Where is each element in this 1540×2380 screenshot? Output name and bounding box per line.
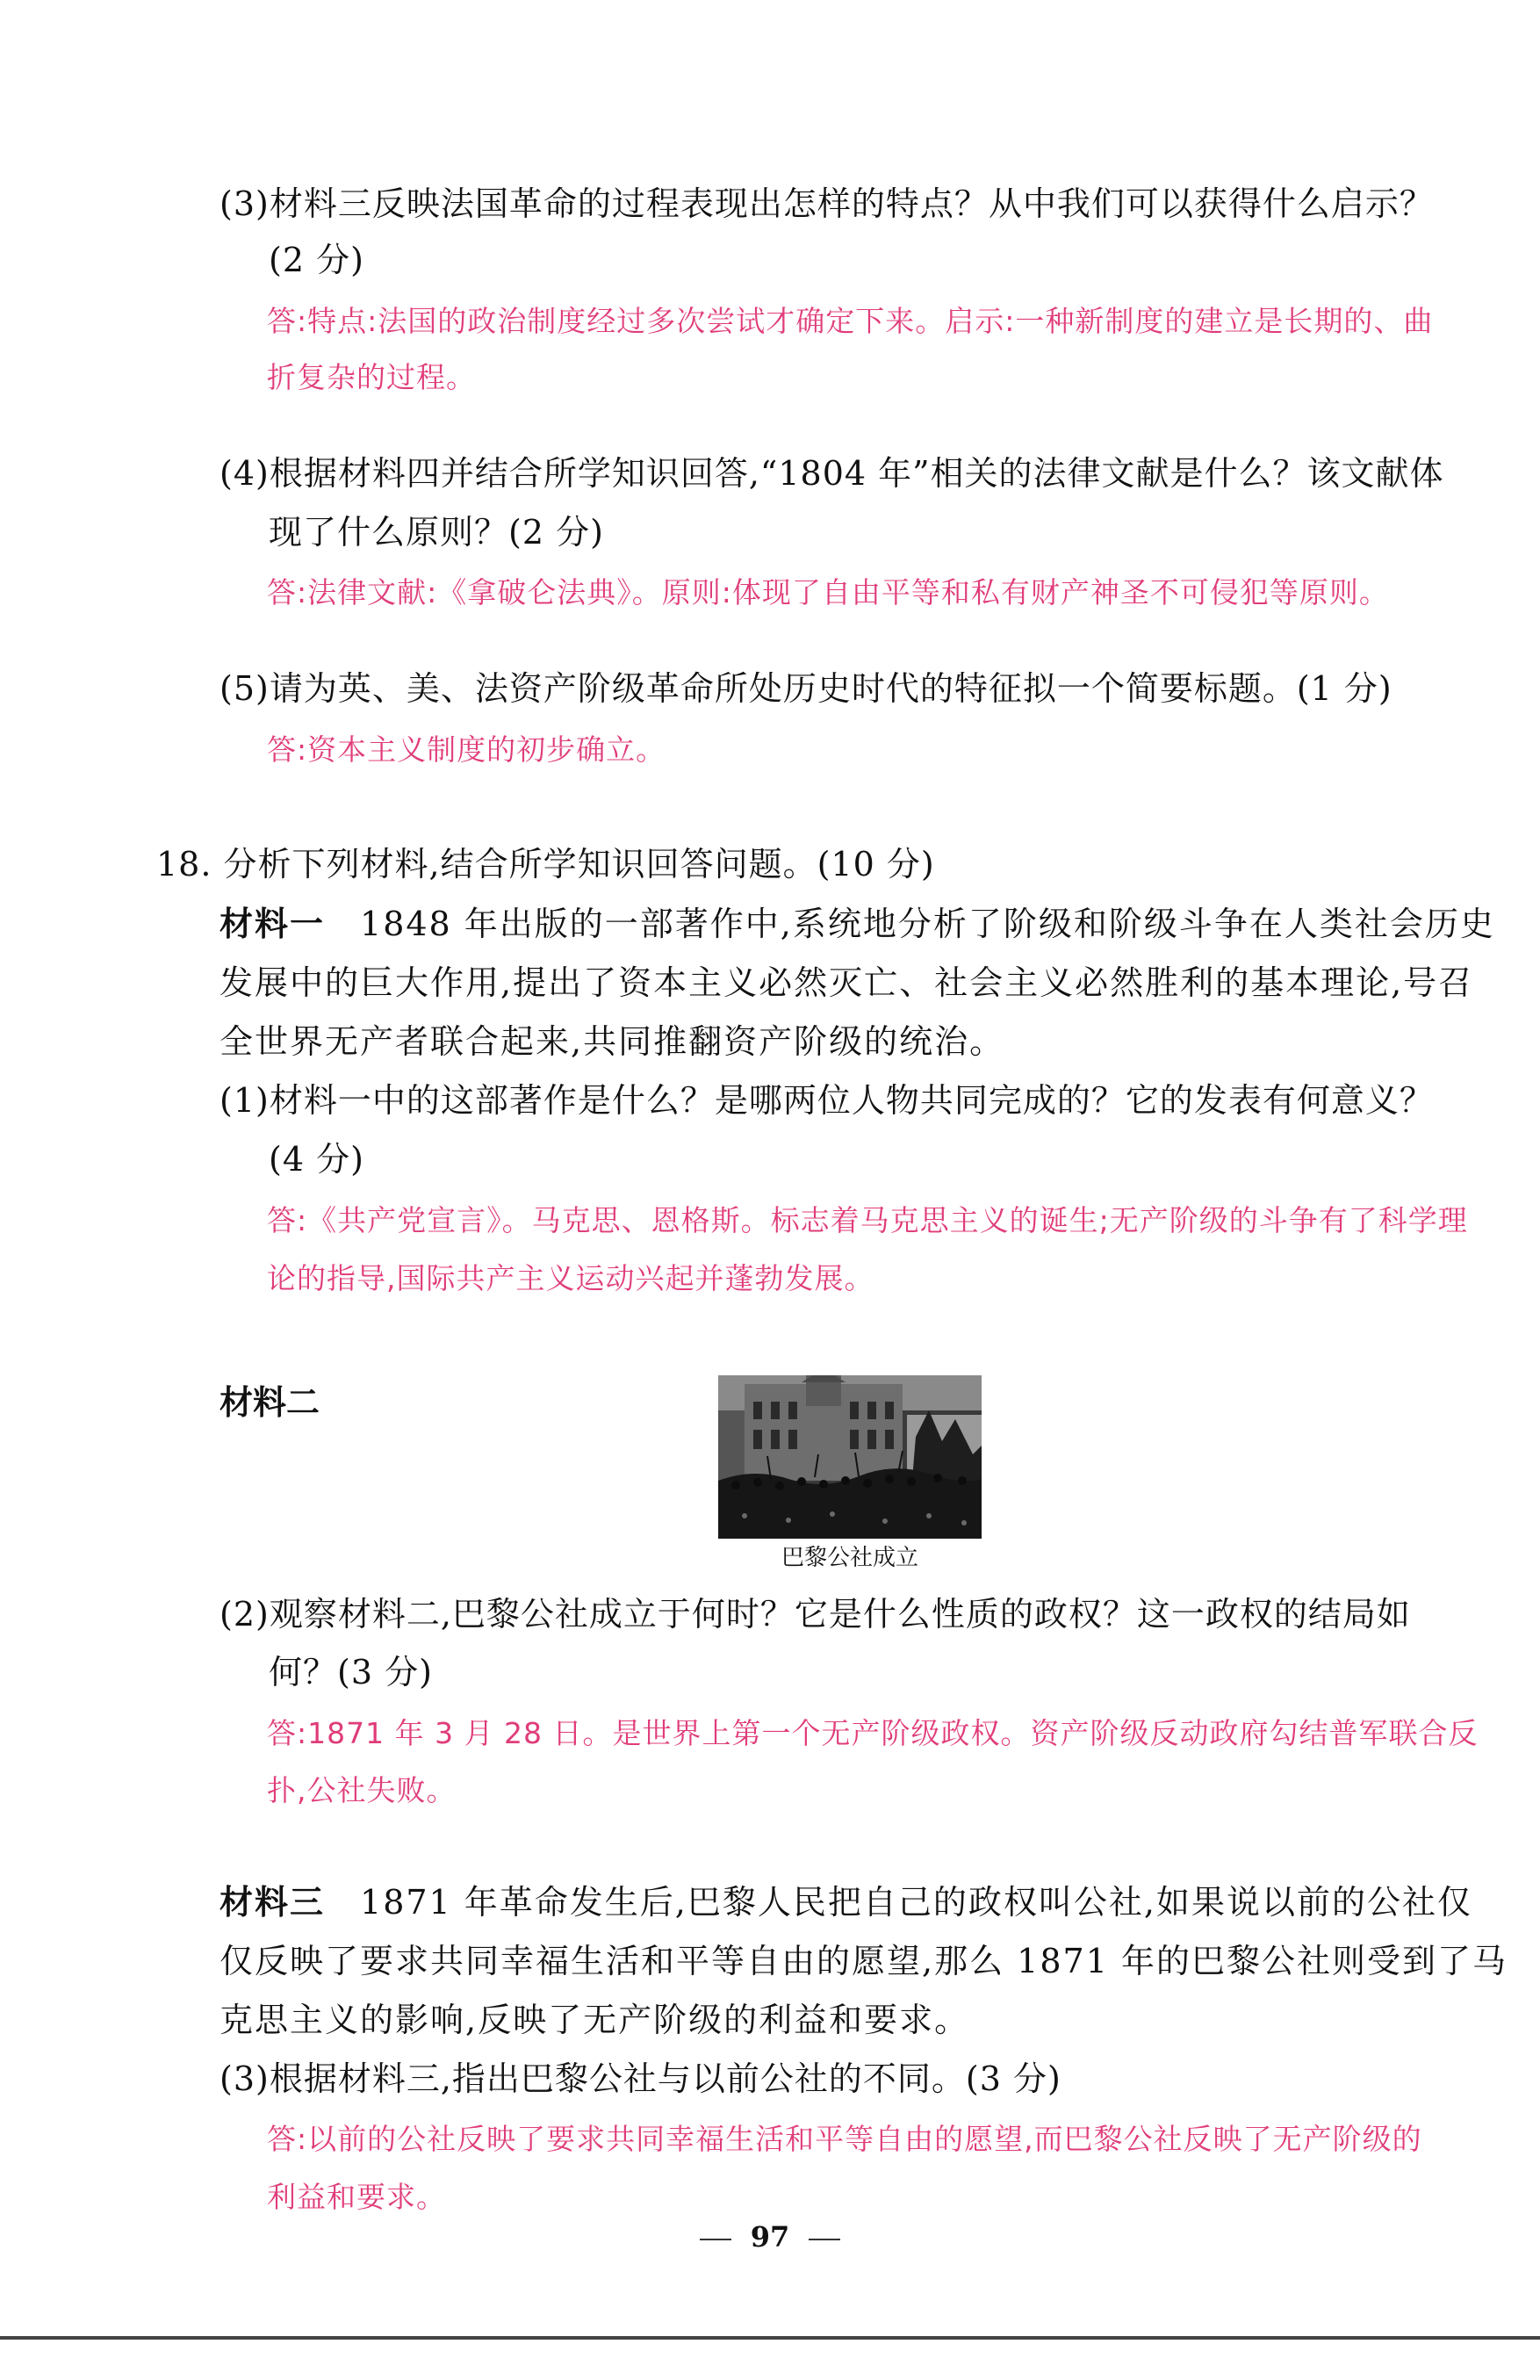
- q18-3-answer-line1: 答:以前的公社反映了要求共同幸福生活和平等自由的愿望,而巴黎公社反映了无产阶级的: [267, 2122, 1422, 2156]
- q17-4-question-line2: 现了什么原则？(2 分): [269, 513, 604, 552]
- q17-3-answer-line1: 答:特点:法国的政治制度经过多次尝试才确定下来。启示:一种新制度的建立是长期的、曲: [267, 304, 1434, 338]
- q18-material1-line3: 全世界无产者联合起来,共同推翻资产阶级的统治。: [219, 1022, 1005, 1061]
- page-number-value: 97: [750, 2220, 790, 2254]
- page-number-right-dash: [809, 2239, 840, 2240]
- q17-3-question-line1: (3)材料三反映法国革命的过程表现出怎样的特点？从中我们可以获得什么启示？: [219, 184, 1434, 223]
- q18-1-answer-line1: 答:《共产党宣言》。马克思、恩格斯。标志着马克思主义的诞生;无产阶级的斗争有了科学理: [267, 1203, 1468, 1237]
- q18-heading: 18. 分析下列材料,结合所学知识回答问题。(10 分): [156, 845, 935, 883]
- q18-1-question-line1: (1)材料一中的这部著作是什么？是哪两位人物共同完成的？它的发表有何意义？: [219, 1081, 1434, 1120]
- material1-text-line1: 1848 年出版的一部著作中,系统地分析了阶级和阶级斗争在人类社会历史: [325, 905, 1495, 943]
- q18-material1-line2: 发展中的巨大作用,提出了资本主义必然灭亡、社会主义必然胜利的基本理论,号召: [219, 963, 1474, 1002]
- figure-caption: 巴黎公社成立: [781, 1545, 918, 1571]
- q18-1-answer-line2: 论的指导,国际共产主义运动兴起并蓬勃发展。: [267, 1261, 874, 1295]
- q17-5-answer-line1: 答:资本主义制度的初步确立。: [267, 732, 666, 767]
- q17-4-answer-line1: 答:法律文献:《拿破仑法典》。原则:体现了自由平等和私有财产神圣不可侵犯等原则。: [267, 575, 1389, 609]
- q18-2-answer-line2: 扑,公社失败。: [267, 1773, 457, 1807]
- q18-2-answer-line1: 答:1871 年 3 月 28 日。是世界上第一个无产阶级政权。资产阶级反动政府勾结普军联合反: [267, 1716, 1479, 1750]
- paris-commune-engraving: [718, 1375, 982, 1539]
- q18-2-question-line2: 何？(3 分): [269, 1653, 433, 1691]
- page-number: [0, 2220, 1540, 2254]
- q17-3-answer-line2: 折复杂的过程。: [267, 360, 476, 394]
- q18-3-answer-line2: 利益和要求。: [267, 2180, 446, 2214]
- page-number-left-dash: [700, 2239, 731, 2240]
- q18-material3-line1: [219, 1872, 1472, 1932]
- material2-label: 材料二: [219, 1383, 320, 1422]
- q18-material3-line2: 仅反映了要求共同幸福生活和平等自由的愿望,那么 1871 年的巴黎公社则受到了马: [219, 1942, 1508, 1980]
- q17-5-question-line1: (5)请为英、美、法资产阶级革命所处历史时代的特征拟一个简要标题。(1 分): [219, 669, 1392, 708]
- material1-label: 材料一: [219, 905, 326, 943]
- material3-text-line1: 1871 年革命发生后,巴黎人民把自己的政权叫公社,如果说以前的公社仅: [325, 1883, 1472, 1922]
- q17-4-question-line1: (4)根据材料四并结合所学知识回答,“1804 年”相关的法律文献是什么？该文献体: [219, 454, 1444, 493]
- q18-material1-line1: [219, 894, 1495, 954]
- material3-label: 材料三: [219, 1883, 326, 1922]
- q18-3-question-line1: (3)根据材料三,指出巴黎公社与以前公社的不同。(3 分): [219, 2059, 1061, 2098]
- bottom-edge-line: [0, 2336, 1540, 2340]
- q18-material3-line3: 克思主义的影响,反映了无产阶级的利益和要求。: [219, 2001, 970, 2039]
- q17-3-question-line2: (2 分): [269, 241, 364, 279]
- q18-1-question-line2: (4 分): [269, 1140, 364, 1179]
- q18-2-question-line1: (2)观察材料二,巴黎公社成立于何时？它是什么性质的政权？这一政权的结局如: [219, 1595, 1411, 1634]
